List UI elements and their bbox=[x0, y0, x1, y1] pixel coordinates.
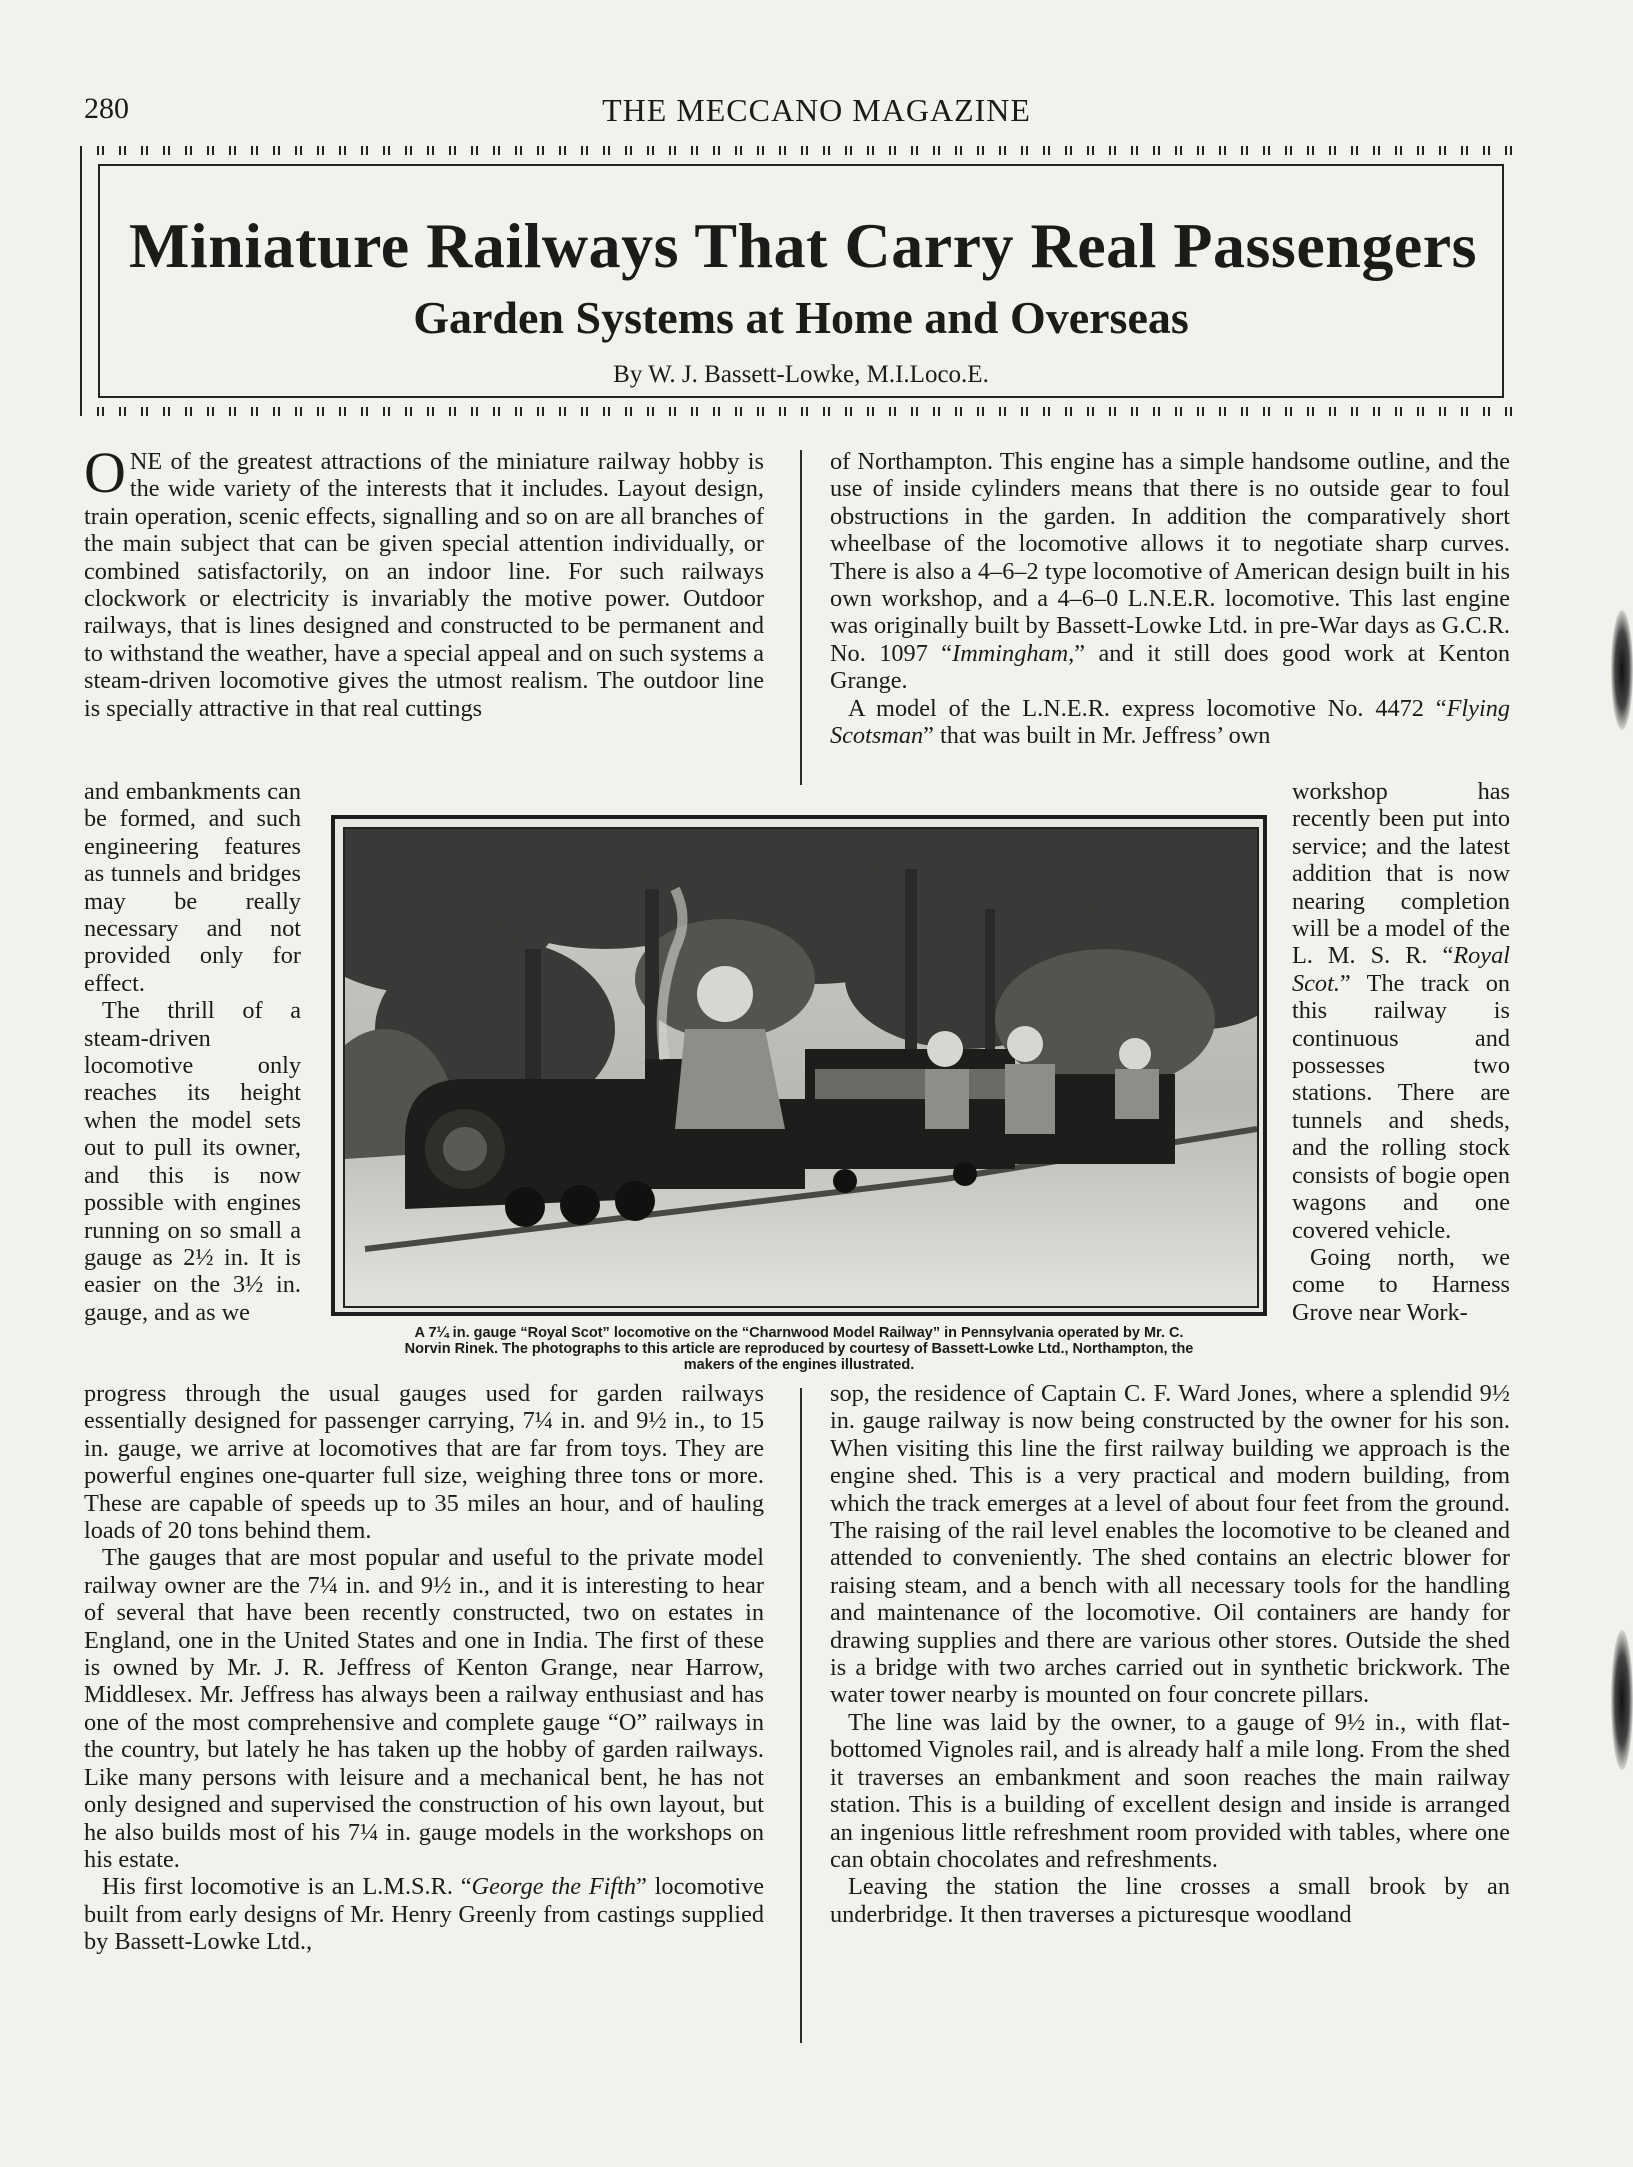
paragraph-harness-grove-continued: sop, the residence of Captain C. F. Ward Jones, where a splendid 9½ in. gauge railway is now being constructed by the owner for his son. When visiting this line the first railway building we approach is the engine shed. This is a very practical and modern building, from which the track emerges at a level of about four feet from the ground. The raising of the rail level enables the locomotive to be cleaned and attended to conveniently. The shed contains an electric blower for raising steam, and a bench with all necessary tools for the handling and maintenance of the locomotive. Oil containers are handy for drawing supplies and there are various other stores. Outside the shed is a bridge with two arches carried out in synthetic brickwork. The water tower nearby is mounted on four concrete pillars. bbox=[830, 1380, 1510, 1709]
paragraph-flying-scotsman-continued: workshop has recently been put into service; and the latest addition that is now nearing completion will be a model of the L. M. S. R. “Royal Scot.” The track on this railway is continuous and possesses two stations. There are tunnels and sheds, and the rolling stock consists of bogie open wagons and one covered vehicle. bbox=[1292, 778, 1510, 1244]
left-column-narrow bbox=[84, 778, 301, 1326]
page-number: 280 bbox=[84, 92, 129, 125]
article-title: Miniature Railways That Carry Real Passengers bbox=[129, 210, 1478, 281]
running-head: THE MECCANO MAGAZINE bbox=[602, 92, 1031, 128]
paragraph-thrill-continued: progress through the usual gauges used for garden railways essentially designed for passenger carrying, 7¼ in. and 9½ in., to 15 in. gauge, we arrive at locomotives that are far from toys. They are powerful engines one-quarter full size, weighing three tons or more. These are capable of speeds up to 35 miles an hour, and of hauling loads of 20 tons behind them. bbox=[84, 1380, 764, 1545]
paragraph-gauges: The gauges that are most popular and useful to the private model railway owner are the 7¼ in. and 9½ in., and it is interesting to hear of several that have been recently constructed, two on estates in England, one in the United States and one in India. The first of these is owned by Mr. J. R. Jeffress of Kenton Grange, near Harrow, Middlesex. Mr. Jeffress has always been a railway enthusiast and has one of the most comprehensive and complete gauge “O” railways in the country, but lately he has taken up the hobby of garden railways. Like many persons with leisure and a mechanical bent, he has not only designed and supervised the construction of his own layout, but he also builds most of his 7¼ in. gauge models in the workshops on his estate. bbox=[84, 1544, 764, 1873]
left-column-bottom bbox=[84, 1380, 764, 1956]
column-divider-bottom bbox=[800, 1388, 802, 2043]
photo-illustration bbox=[345, 829, 1257, 1306]
paragraph-harness-grove: Going north, we come to Harness Grove near Work- bbox=[1292, 1243, 1510, 1326]
photo-frame bbox=[331, 815, 1267, 1316]
column-divider-top bbox=[800, 450, 802, 785]
right-column-top bbox=[830, 448, 1510, 749]
right-column-narrow bbox=[1292, 778, 1510, 1326]
paragraph-thrill: The thrill of a steam-driven locomotive only reaches its height when the model sets out to pull its owner, and this is now possible with engines running on so small a gauge as 2½ in. It is easier on the 3½ in. gauge, and as we bbox=[84, 997, 301, 1326]
binding-shadow-top bbox=[1611, 610, 1633, 730]
left-column-top bbox=[84, 440, 764, 722]
caption-line-2: Norvin Rinek. The photographs to this article are reproduced by courtesy of Bassett-Lowke Ltd., Northampton, the bbox=[404, 1341, 1194, 1357]
photo-caption bbox=[331, 1325, 1267, 1373]
caption-line-3: makers of the engines illustrated. bbox=[683, 1357, 915, 1373]
paragraph-northampton: of Northampton. This engine has a simple handsome outline, and the use of inside cylinders means that there is no outside gear to foul obstructions in the garden. In addition the comparatively short wheelbase of the locomotive allows it to negotiate sharp curves. There is also a 4–6–2 type locomotive of American design built in his own workshop, and a 4–6–0 L.N.E.R. locomotive. This last engine was originally built by Bassett-Lowke Ltd. in pre-War days as G.C.R. No. 1097 “Immingham,” and it still does good work at Kenton Grange. bbox=[830, 448, 1511, 695]
drop-cap: O bbox=[84, 440, 126, 505]
right-column-bottom bbox=[830, 1380, 1510, 1928]
royal-scot-photo bbox=[343, 827, 1259, 1308]
article-subtitle: Garden Systems at Home and Overseas bbox=[413, 292, 1189, 343]
paragraph-first-locomotive: His first locomotive is an L.M.S.R. “George the Fifth” locomotive built from early designs of Mr. Henry Greenly from castings supplied by Bassett-Lowke Ltd., bbox=[84, 1873, 764, 1956]
article-byline: By W. J. Bassett-Lowke, M.I.Loco.E. bbox=[613, 361, 989, 388]
paragraph-leaving-station: Leaving the station the line crosses a small brook by an underbridge. It then traverses a picturesque woodland bbox=[830, 1873, 1510, 1928]
paragraph-intro: ONE of the greatest attractions of the miniature railway hobby is the wide variety of the interests that it includes. Layout design, train operation, scenic effects, signalling and so on are all branches of the main subject that can be given special attention individually, or combined satisfactorily, on an indoor line. For such railways clockwork or electricity is invariably the motive power. Outdoor railways, that is lines designed and constructed to be permanent and to withstand the weather, have a special appeal and on such systems a steam-driven locomotive gives the utmost realism. The outdoor line is specially attractive in that real cuttings bbox=[84, 440, 764, 722]
caption-line-1: A 7¼ in. gauge “Royal Scot” locomotive on the “Charnwood Model Railway” in Pennsylvania operated by Mr. C. bbox=[414, 1325, 1184, 1341]
paragraph-intro-continued: and embankments can be formed, and such engineering features as tunnels and bridges may be really necessary and not provided only for effect. bbox=[84, 778, 301, 997]
binding-shadow-bottom bbox=[1611, 1630, 1633, 1770]
paragraph-flying-scotsman: A model of the L.N.E.R. express locomotive No. 4472 “Flying Scotsman” that was built in Mr. Jeffress’ own bbox=[830, 694, 1510, 750]
title-box bbox=[80, 146, 1522, 416]
paragraph-line-laid: The line was laid by the owner, to a gauge of 9½ in., with flat-bottomed Vignoles rail, and is already half a mile long. From the shed it traverses an embankment and soon reaches the main railway station. This is a building of excellent design and inside is arranged an ingenious little refreshment room provided with tables, where one can obtain chocolates and refreshments. bbox=[830, 1708, 1510, 1873]
